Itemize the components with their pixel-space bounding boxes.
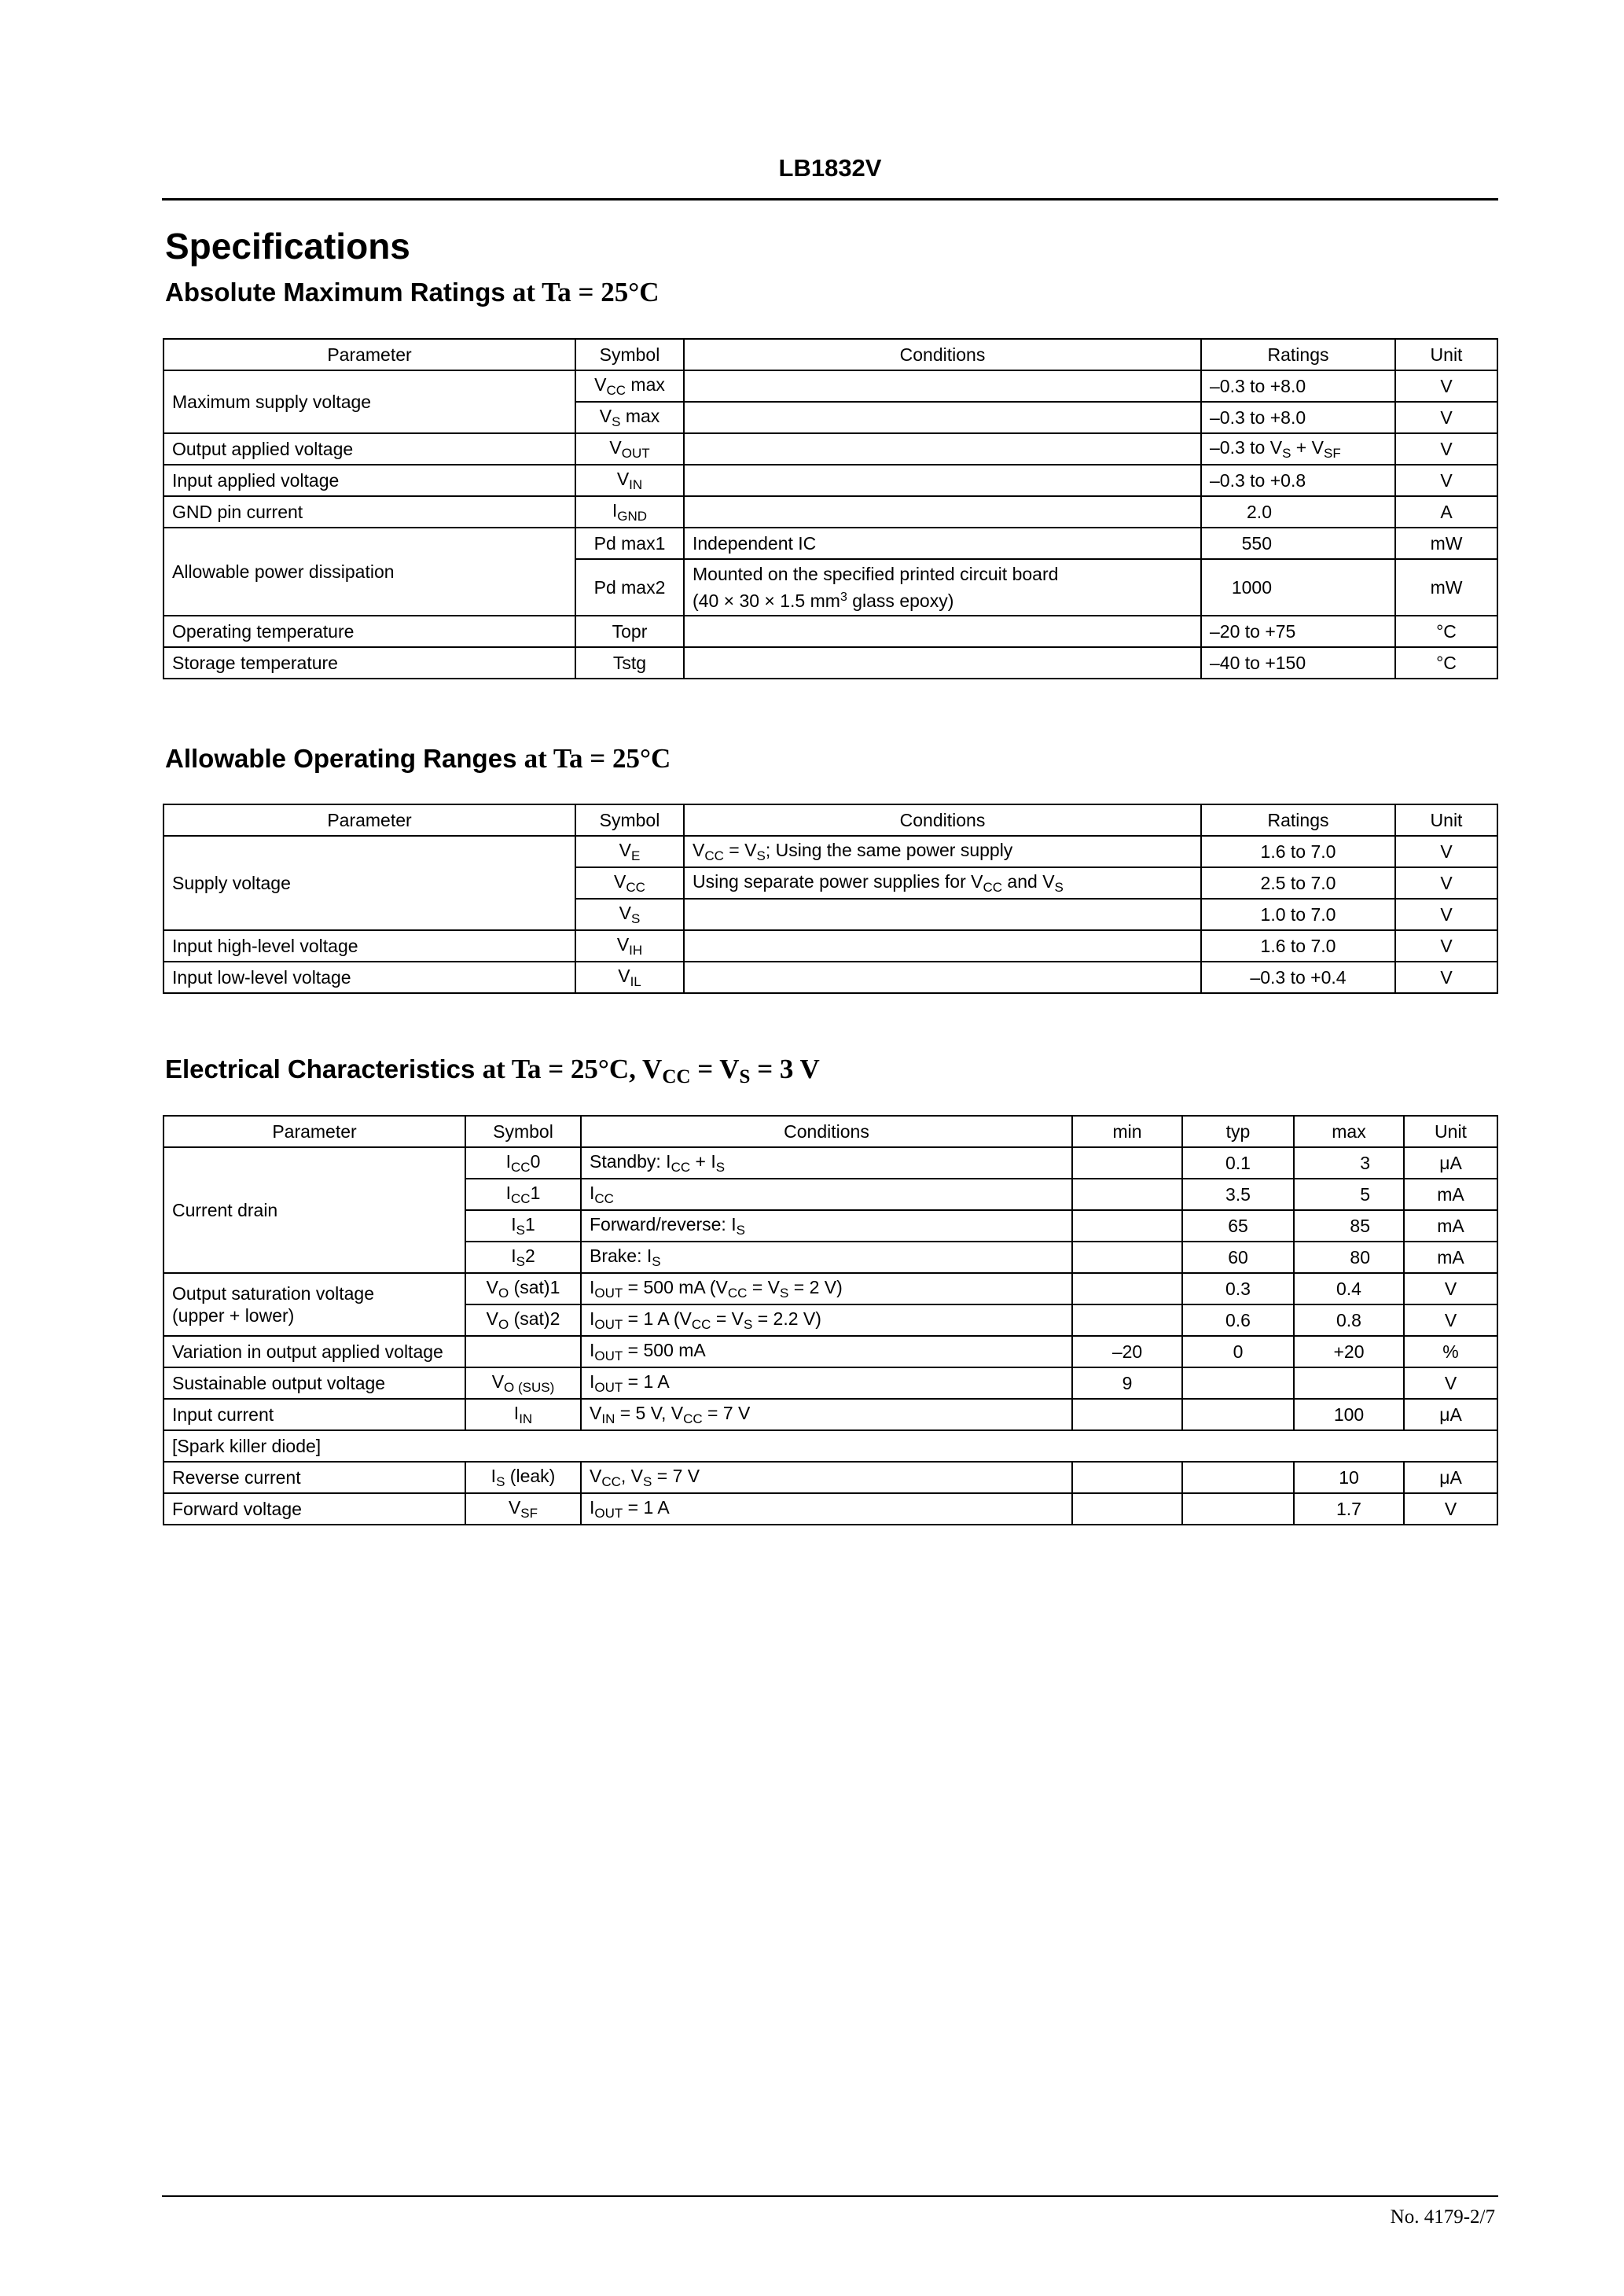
rating-value: 550 xyxy=(1201,528,1395,559)
table-row xyxy=(164,1430,1497,1462)
col-min: min xyxy=(1072,1116,1182,1147)
col-symbol: Symbol xyxy=(575,804,684,836)
param-input-current: Input current xyxy=(164,1399,465,1430)
conditions-cell: $I_{OUT} = 1$ A ($V_{CC} = V_S = 2.2$ V) xyxy=(581,1304,1072,1336)
conditions-cell: $V_{IN} = 5$ V, $V_{CC} = 7$ V xyxy=(581,1399,1072,1430)
param-output-saturation: Output saturation voltage (upper + lower) xyxy=(164,1273,465,1336)
conditions-cell: Mounted on the specified printed circuit board (40 × 30 × 1.5 $mm^3$ glass epoxy) xyxy=(684,559,1201,616)
param-max-supply: Maximum supply voltage xyxy=(164,370,575,433)
unit-value: % xyxy=(1404,1336,1497,1367)
ec-heading-condition: at Ta = 25°C, $V_{CC} = V_S = 3$ V xyxy=(482,1054,820,1087)
typ-value xyxy=(1182,1399,1294,1430)
param-current-drain: Current drain xyxy=(164,1147,465,1273)
amr-heading-text: Absolute Maximum Ratings xyxy=(165,278,505,307)
typ-value: 60 xyxy=(1182,1242,1294,1273)
min-value xyxy=(1072,1147,1182,1179)
unit-value: mA xyxy=(1404,1242,1497,1273)
conditions-cell: $I_{OUT} = 1$ A xyxy=(581,1493,1072,1525)
unit-value: A xyxy=(1395,496,1497,528)
rating-value: –0.3 to +0.8 xyxy=(1201,465,1395,496)
col-ratings: Ratings xyxy=(1201,804,1395,836)
rating-value: –20 to +75 xyxy=(1201,616,1395,647)
table-row xyxy=(164,616,1497,647)
col-unit: Unit xyxy=(1404,1116,1497,1147)
symbol-cell xyxy=(465,1336,581,1367)
symbol-vs-max: $V_S$ max xyxy=(575,402,684,433)
table-header-row xyxy=(164,339,1497,370)
unit-value: μA xyxy=(1404,1399,1497,1430)
table-row xyxy=(164,433,1497,465)
unit-value: V xyxy=(1395,867,1497,899)
rating-value: –0.3 to +8.0 xyxy=(1201,402,1395,433)
param-reverse-current: Reverse current xyxy=(164,1462,465,1493)
max-value: 100 xyxy=(1294,1399,1404,1430)
unit-value: V xyxy=(1395,962,1497,993)
conditions-cell: $I_{CC}$ xyxy=(581,1179,1072,1210)
aor-heading-condition: at Ta = 25°C xyxy=(524,743,671,774)
max-value: 10 xyxy=(1294,1462,1404,1493)
min-value: 9 xyxy=(1072,1367,1182,1399)
typ-value xyxy=(1182,1462,1294,1493)
min-value xyxy=(1072,1493,1182,1525)
conditions-cell: $V_{CC}$, $V_S = 7$ V xyxy=(581,1462,1072,1493)
page-header-part-number: LB1832V xyxy=(778,154,882,182)
param-input-high: Input high-level voltage xyxy=(164,930,575,962)
param-operating-temp: Operating temperature xyxy=(164,616,575,647)
typ-value xyxy=(1182,1493,1294,1525)
table-row xyxy=(164,1493,1497,1525)
col-parameter: Parameter xyxy=(164,1116,465,1147)
col-conditions: Conditions xyxy=(581,1116,1072,1147)
col-typ: typ xyxy=(1182,1116,1294,1147)
unit-value: mA xyxy=(1404,1210,1497,1242)
table-row xyxy=(164,1367,1497,1399)
conditions-cell xyxy=(684,402,1201,433)
param-input-applied: Input applied voltage xyxy=(164,465,575,496)
symbol-vo-sus: $V_{O (SUS)}$ xyxy=(465,1367,581,1399)
conditions-cell xyxy=(684,370,1201,402)
param-gnd-current: GND pin current xyxy=(164,496,575,528)
unit-value: V xyxy=(1404,1493,1497,1525)
typ-value: 0.3 xyxy=(1182,1273,1294,1304)
symbol-vsf: $V_{SF}$ xyxy=(465,1493,581,1525)
max-value: 0.8 xyxy=(1294,1304,1404,1336)
table-row xyxy=(164,1336,1497,1367)
rating-value: –0.3 to $V_S + V_{SF}$ xyxy=(1201,433,1395,465)
table-row xyxy=(164,465,1497,496)
unit-value: V xyxy=(1395,370,1497,402)
table-row xyxy=(164,1399,1497,1430)
typ-value: 65 xyxy=(1182,1210,1294,1242)
min-value xyxy=(1072,1399,1182,1430)
max-value: 5 xyxy=(1294,1179,1404,1210)
ec-heading-text: Electrical Characteristics xyxy=(165,1054,476,1084)
conditions-cell: Standby: $I_{CC} + I_S$ xyxy=(581,1147,1072,1179)
param-supply-voltage: Supply voltage xyxy=(164,836,575,930)
rating-value: 1.0 to 7.0 xyxy=(1201,899,1395,930)
symbol-vin: $V_{IN}$ xyxy=(575,465,684,496)
unit-value: °C xyxy=(1395,616,1497,647)
conditions-cell: $I_{OUT} = 500$ mA xyxy=(581,1336,1072,1367)
param-forward-voltage: Forward voltage xyxy=(164,1493,465,1525)
symbol-vout: $V_{OUT}$ xyxy=(575,433,684,465)
unit-value: V xyxy=(1395,402,1497,433)
col-unit: Unit xyxy=(1395,804,1497,836)
param-sustainable: Sustainable output voltage xyxy=(164,1367,465,1399)
col-parameter: Parameter xyxy=(164,339,575,370)
footer-doc-number: No. 4179-2/7 xyxy=(1390,2206,1495,2228)
col-ratings: Ratings xyxy=(1201,339,1395,370)
table-row xyxy=(164,962,1497,993)
unit-value: V xyxy=(1395,930,1497,962)
symbol-pd-max2: Pd max2 xyxy=(575,559,684,616)
max-value: 3 xyxy=(1294,1147,1404,1179)
min-value xyxy=(1072,1273,1182,1304)
symbol-is2: $I_S2$ xyxy=(465,1242,581,1273)
col-unit: Unit xyxy=(1395,339,1497,370)
param-variation: Variation in output applied voltage xyxy=(164,1336,465,1367)
max-value xyxy=(1294,1367,1404,1399)
max-value: 85 xyxy=(1294,1210,1404,1242)
min-value xyxy=(1072,1210,1182,1242)
footer-rule xyxy=(162,2195,1498,2197)
table-row xyxy=(164,647,1497,679)
rating-value: –0.3 to +0.4 xyxy=(1201,962,1395,993)
typ-value: 0 xyxy=(1182,1336,1294,1367)
col-conditions: Conditions xyxy=(684,339,1201,370)
conditions-cell: Brake: $I_S$ xyxy=(581,1242,1072,1273)
col-symbol: Symbol xyxy=(575,339,684,370)
conditions-cell: $I_{OUT} = 500$ mA ($V_{CC} = V_S = 2$ V) xyxy=(581,1273,1072,1304)
conditions-cell: Using separate power supplies for $V_{CC}$ and $V_S$ xyxy=(684,867,1201,899)
symbol-topr: Topr xyxy=(575,616,684,647)
typ-value: 0.6 xyxy=(1182,1304,1294,1336)
conditions-cell xyxy=(684,930,1201,962)
rating-value: 2.5 to 7.0 xyxy=(1201,867,1395,899)
max-value: 1.7 xyxy=(1294,1493,1404,1525)
symbol-is1: $I_S1$ xyxy=(465,1210,581,1242)
symbol-icc1: $I_{CC}1$ xyxy=(465,1179,581,1210)
aor-table xyxy=(163,804,1498,994)
symbol-iin: $I_{IN}$ xyxy=(465,1399,581,1430)
conditions-cell xyxy=(684,433,1201,465)
ec-heading xyxy=(165,1054,820,1088)
aor-heading xyxy=(165,743,671,775)
aor-heading-text: Allowable Operating Ranges xyxy=(165,744,517,773)
unit-value: V xyxy=(1395,433,1497,465)
rating-value: 1000 xyxy=(1201,559,1395,616)
amr-heading xyxy=(165,277,660,308)
ec-table xyxy=(163,1115,1498,1525)
symbol-vs: $V_S$ xyxy=(575,899,684,930)
param-output-applied: Output applied voltage xyxy=(164,433,575,465)
unit-value: mA xyxy=(1404,1179,1497,1210)
symbol-icc0: $I_{CC}0$ xyxy=(465,1147,581,1179)
table-row xyxy=(164,1462,1497,1493)
param-power-dissipation: Allowable power dissipation xyxy=(164,528,575,616)
unit-value: μA xyxy=(1404,1462,1497,1493)
unit-value: V xyxy=(1395,465,1497,496)
conditions-cell xyxy=(684,496,1201,528)
conditions-cell xyxy=(684,647,1201,679)
conditions-cell xyxy=(684,899,1201,930)
col-max: max xyxy=(1294,1116,1404,1147)
section-spark-killer: [Spark killer diode] xyxy=(164,1430,1497,1462)
header-rule xyxy=(162,198,1498,201)
typ-value: 0.1 xyxy=(1182,1147,1294,1179)
min-value xyxy=(1072,1462,1182,1493)
table-row xyxy=(164,496,1497,528)
col-symbol: Symbol xyxy=(465,1116,581,1147)
unit-value: V xyxy=(1395,899,1497,930)
amr-heading-condition: at Ta = 25°C xyxy=(512,277,660,307)
table-row xyxy=(164,1273,1497,1304)
conditions-cell: Forward/reverse: $I_S$ xyxy=(581,1210,1072,1242)
conditions-cell: $I_{OUT} = 1$ A xyxy=(581,1367,1072,1399)
min-value xyxy=(1072,1242,1182,1273)
min-value xyxy=(1072,1304,1182,1336)
page-title: Specifications xyxy=(165,226,410,267)
unit-value: μA xyxy=(1404,1147,1497,1179)
min-value: –20 xyxy=(1072,1336,1182,1367)
symbol-ve: $V_E$ xyxy=(575,836,684,867)
table-header-row xyxy=(164,1116,1497,1147)
symbol-vcc-max: $V_{CC}$ max xyxy=(575,370,684,402)
conditions-cell: Independent IC xyxy=(684,528,1201,559)
max-value: 80 xyxy=(1294,1242,1404,1273)
symbol-vo-sat1: $V_O$ (sat)1 xyxy=(465,1273,581,1304)
rating-value: 1.6 to 7.0 xyxy=(1201,836,1395,867)
col-parameter: Parameter xyxy=(164,804,575,836)
symbol-tstg: Tstg xyxy=(575,647,684,679)
table-header-row xyxy=(164,804,1497,836)
unit-value: V xyxy=(1404,1304,1497,1336)
rating-value: 2.0 xyxy=(1201,496,1395,528)
table-row xyxy=(164,528,1497,559)
conditions-cell xyxy=(684,616,1201,647)
rating-value: 1.6 to 7.0 xyxy=(1201,930,1395,962)
table-row xyxy=(164,836,1497,867)
min-value xyxy=(1072,1179,1182,1210)
symbol-vcc: $V_{CC}$ xyxy=(575,867,684,899)
unit-value: °C xyxy=(1395,647,1497,679)
unit-value: V xyxy=(1404,1273,1497,1304)
unit-value: V xyxy=(1404,1367,1497,1399)
symbol-ignd: $I_{GND}$ xyxy=(575,496,684,528)
symbol-is-leak: $I_S$ (leak) xyxy=(465,1462,581,1493)
unit-value: mW xyxy=(1395,559,1497,616)
symbol-vil: $V_{IL}$ xyxy=(575,962,684,993)
symbol-pd-max1: Pd max1 xyxy=(575,528,684,559)
param-storage-temp: Storage temperature xyxy=(164,647,575,679)
table-row xyxy=(164,930,1497,962)
rating-value: –40 to +150 xyxy=(1201,647,1395,679)
conditions-cell: $V_{CC} = V_S$; Using the same power supply xyxy=(684,836,1201,867)
typ-value: 3.5 xyxy=(1182,1179,1294,1210)
unit-value: V xyxy=(1395,836,1497,867)
param-input-low: Input low-level voltage xyxy=(164,962,575,993)
table-row xyxy=(164,1147,1497,1179)
max-value: 0.4 xyxy=(1294,1273,1404,1304)
symbol-vih: $V_{IH}$ xyxy=(575,930,684,962)
max-value: +20 xyxy=(1294,1336,1404,1367)
col-conditions: Conditions xyxy=(684,804,1201,836)
typ-value xyxy=(1182,1367,1294,1399)
table-row xyxy=(164,370,1497,402)
conditions-cell xyxy=(684,465,1201,496)
rating-value: –0.3 to +8.0 xyxy=(1201,370,1395,402)
amr-table xyxy=(163,338,1498,679)
symbol-vo-sat2: $V_O$ (sat)2 xyxy=(465,1304,581,1336)
conditions-cell xyxy=(684,962,1201,993)
unit-value: mW xyxy=(1395,528,1497,559)
